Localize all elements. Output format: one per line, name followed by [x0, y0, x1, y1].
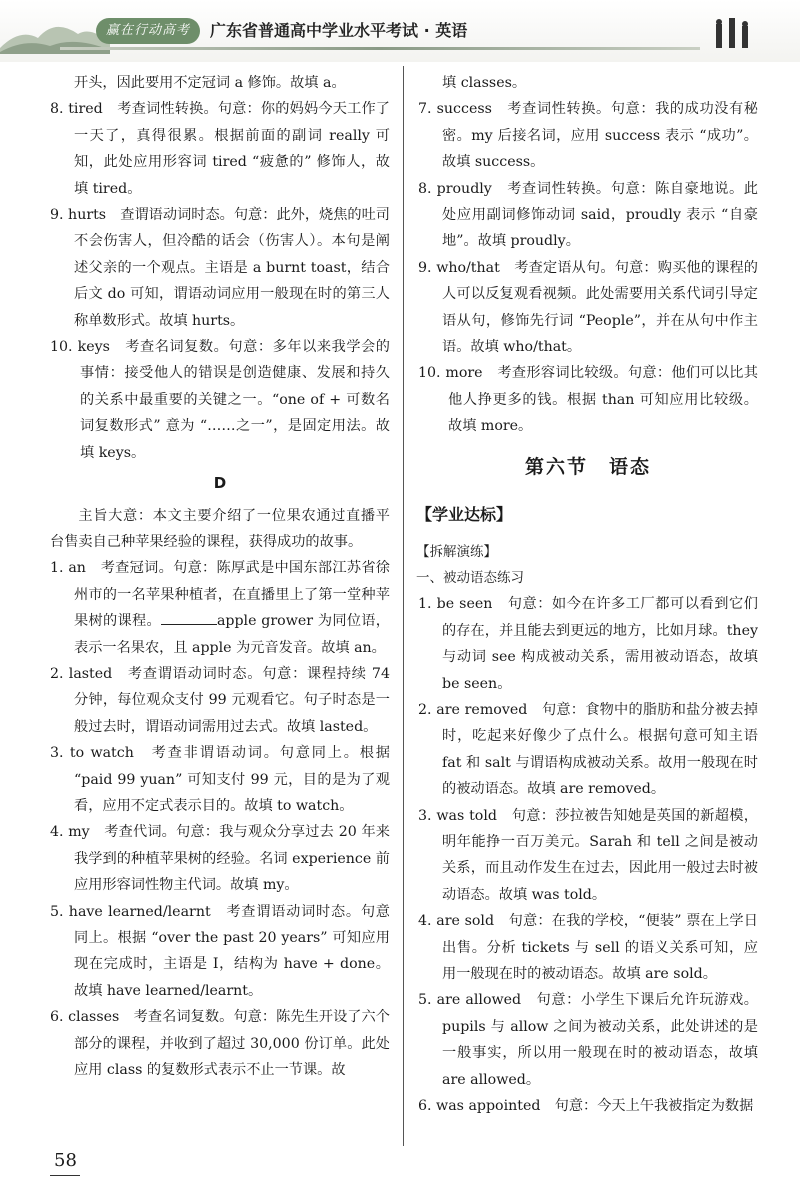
c-answer-10: 10. keys 考查名词复数。句意：多年以来我学会的事情：接受他人的错误是创造健康、发展和持久的关系中最重要的关键之一。“one of + 可数名词复数形式” 意为 “……之一”，是固定用法。故填 keys。: [50, 339, 390, 461]
left-column: [50, 70, 390, 1083]
d-answer-1-part-a: 1. an 考查冠词。句意：陈厚武是中国东部江苏省徐州市的一名苹果种植者，在直播里上了第一堂种苹果树的课程。: [50, 560, 390, 630]
d-answer-10: 10. more 考查形容词比较级。句意：他们可以比其他人挣更多的钱。根据 than 可知应用比较级。故填 more。: [418, 365, 758, 435]
d-answer-1: [50, 555, 390, 661]
d-answer-6: 6. classes 考查名词复数。句意：陈先生开设了六个部分的课程，并收到了超过 30,000 份订单。此处应用 class 的复数形式表示不止一节课。故: [50, 1009, 390, 1079]
practice-answer-6: 6. was appointed 句意：今天上午我被指定为数据: [418, 1098, 754, 1115]
practice-answer-2: 2. are removed 句意：食物中的脂肪和盐分被去掉时，吃起来好像少了点什么。根据句意可知主语 fat 和 salt 与谓语构成被动关系。故用一般现在时的被动语态。故填 are removed。: [418, 701, 758, 798]
practice-answer-5: 5. are allowed 句意：小学生下课后允许玩游戏。pupils 与 allow 之间为被动关系，此处讲述的是一般事实，所以用一般现在时的被动语态，故填 are allowed。: [418, 992, 758, 1088]
section-title: 第六节 语态: [524, 455, 651, 478]
d-answer-4: 4. my 考查代词。句意：我与观众分享过去 20 年来我学到的种植苹果树的经验。名词 experience 前应用形容词性物主代词。故填 my。: [50, 824, 390, 894]
series-badge: 赢在行动高考: [96, 18, 200, 44]
c-answer-9: 9. hurts 查谓语动词时态。句意：此外，烧焦的吐司不会伤害人，但冷酷的话会（伤害人）。本句是阐述父亲的一个观点。主语是 a burnt toast，结合后文 do 可知，谓语动词应用一般现在时的第三人称单数形式。故填 hurts。: [50, 207, 390, 329]
section-d-letter: D: [213, 474, 227, 493]
book-title: 广东省普通高中学业水平考试 · 英语: [210, 21, 468, 40]
right-column: [418, 70, 758, 1119]
d-answer-6-continued: 填 classes。: [442, 75, 527, 91]
c-answer-8: 8. tired 考查词性转换。句意：你的妈妈今天工作了一天了，真得很累。根据前面的副词 really 可知，此处应用形容词 tired “疲惫的” 修饰人，故填 tired。: [50, 101, 390, 197]
column-divider: [403, 66, 404, 1146]
d-answer-1-part-b: apple grower 为同位语，表示一名果农，且 apple 为元音发音。故填 an。: [74, 613, 390, 656]
fill-blank: [161, 612, 217, 625]
d-answer-3: 3. to watch 考查非谓语动词。句意同上。根据 “paid 99 yuan” 可知支付 99 元，目的是为了观看，应用不定式表示目的。故填 to watch。: [50, 745, 390, 814]
practice-answer-4: 4. are sold 句意：在我的学校，“便装” 票在上学日出售。分析 tickets 与 sell 的语义关系可知，应用一般现在时的被动语态。故填 are sold。: [418, 913, 758, 982]
d-summary: 主旨大意：本文主要介绍了一位果农通过直播平台售卖自己种苹果经验的课程，获得成功的故事。: [50, 507, 390, 550]
d-answer-5: 5. have learned/learnt 考查谓语动词时态。句意同上。根据 “over the past 20 years” 可知应用现在完成时，主语是 I，结构为 have + done。故填 have learned/learnt。: [50, 903, 390, 999]
column-ornament-icon: [712, 16, 752, 50]
practice-heading: 一、被动语态练习: [416, 569, 524, 586]
footer-rule: [50, 1175, 80, 1176]
d-answer-7: 7. success 考查词性转换。句意：我的成功没有秘密。my 后接名词，应用 success 表示 “成功”。故填 success。: [418, 101, 758, 171]
d-answer-8: 8. proudly 考查词性转换。句意：陈自豪地说。此处应用副词修饰动词 said，proudly 表示 “自豪地”。故填 proudly。: [418, 180, 758, 250]
bracket-heading: 【学业达标】: [416, 505, 513, 525]
header-rule: [60, 47, 700, 50]
d-answer-2: 2. lasted 考查谓语动词时态。句意：课程持续 74 分钟，每位观众支付 99 元观看它。句子时态是一般过去时，谓语动词需用过去式。故填 lasted。: [50, 665, 390, 735]
page-header: [0, 0, 800, 62]
d-answer-9: 9. who/that 考查定语从句。句意：购买他的课程的人可以反复观看视频。此处需要用关系代词引导定语从句，修饰先行词 “People”，并在从句中作主语。故填 who/that。: [418, 259, 758, 356]
practice-answer-1: 1. be seen 句意：如今在许多工厂都可以看到它们的存在，并且能去到更远的地方，比如月球。they 与动词 see 构成被动关系，需用被动语态，故填 be seen。: [418, 596, 758, 692]
sub-heading: 【拆解演练】: [416, 543, 497, 560]
page-number: 58: [54, 1150, 77, 1171]
c-lead-text: 开头，因此要用不定冠词 a 修饰。故填 a。: [74, 75, 346, 91]
practice-answer-3: 3. was told 句意：莎拉被告知她是英国的新超模，明年能挣一百万美元。Sarah 和 tell 之间是被动关系，而且动作发生在过去，因此用一般过去时被动语态。故填 was told。: [418, 807, 758, 903]
